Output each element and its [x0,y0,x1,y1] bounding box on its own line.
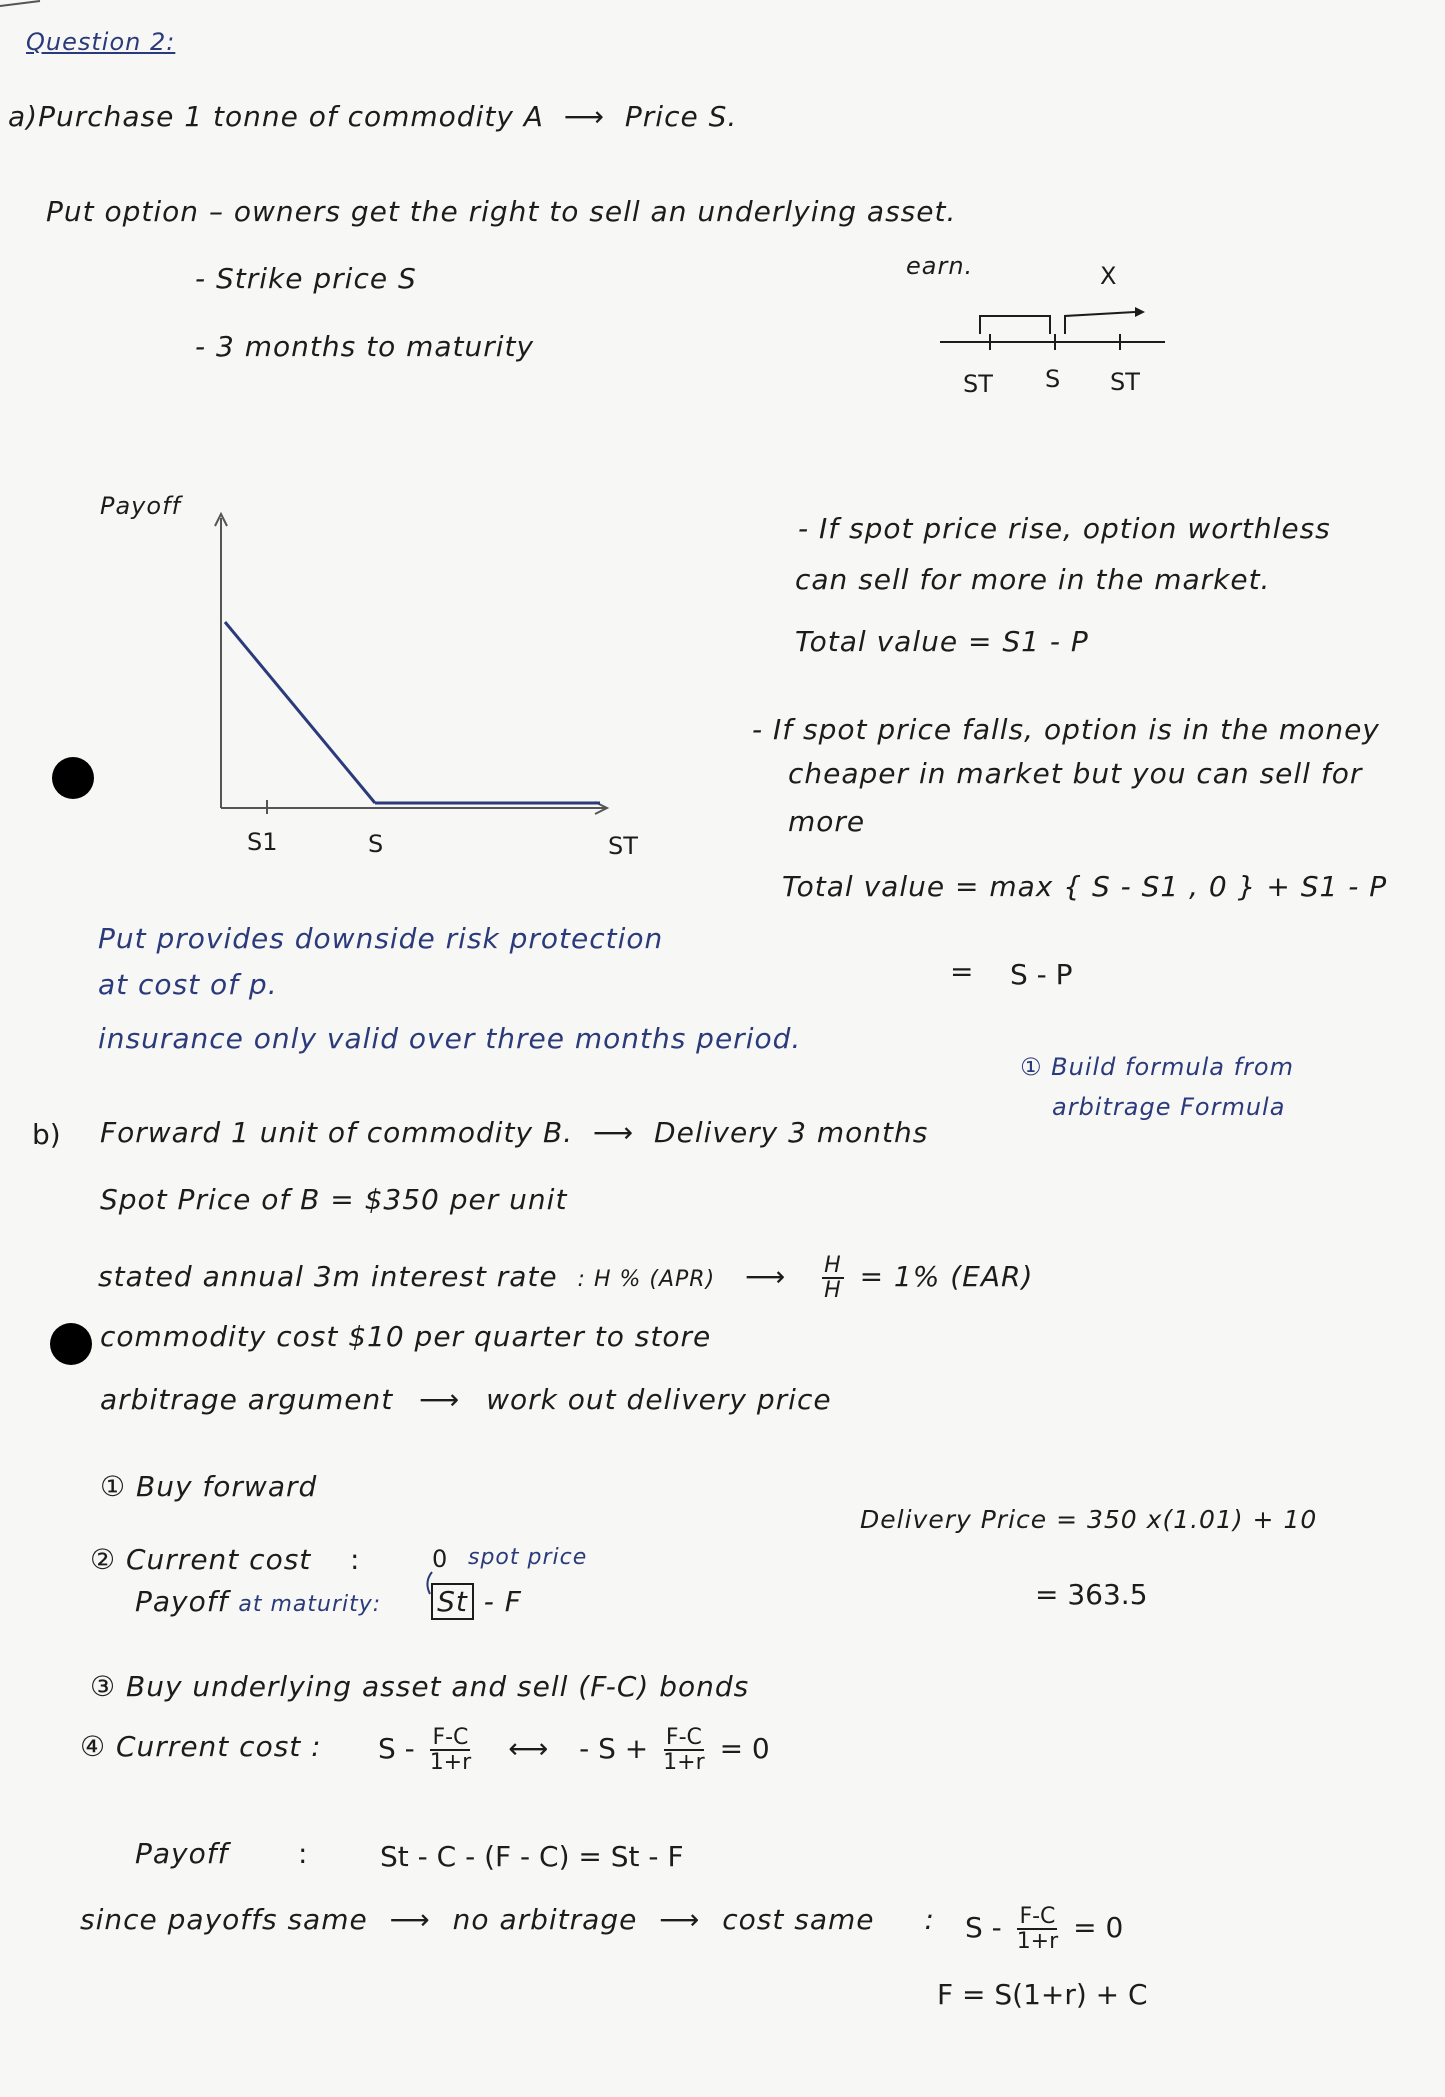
step-2-zero: 0 [432,1545,448,1573]
arrow-icon: ⟶ [389,1903,431,1936]
bullet-maturity: - 3 months to maturity [195,330,535,363]
binder-hole [52,757,94,799]
payoff-chart [195,500,615,820]
put-note-3: insurance only valid over three months period. [98,1022,802,1055]
payoff-minus-f: - F [483,1585,522,1618]
part-a-label: a) [8,100,39,133]
forward-line [100,1116,928,1149]
step-4-label: ④ Current cost : [80,1730,322,1763]
put-note-2: at cost of p. [98,968,278,1001]
fall-eq-sign: = [950,955,974,988]
rate-apr: : H % (APR) [577,1267,716,1293]
rate-label: stated annual 3m interest rate [98,1260,558,1294]
step-3: ③ Buy underlying asset and sell (F-C) bonds [90,1670,750,1703]
part-a-line [8,100,737,133]
fall-line-2: cheaper in market but you can sell for [788,757,1363,790]
rate-fraction: $\frac{H}{H}$ [824,1253,842,1304]
number-line-sketch [935,300,1175,360]
boxed-st: St [431,1583,474,1620]
arrow-icon: ⟶ [745,1260,787,1294]
nl-st-left: ST [963,370,993,398]
payoff-maturity [135,1585,522,1618]
arrow-icon: ⟶ [419,1383,461,1416]
spot-price-line: Spot Price of B = $350 per unit [100,1183,568,1216]
forward-text: Forward 1 unit of commodity B. [100,1116,574,1149]
delivery-price-eq: Delivery Price = 350 x(1.01) + 10 [860,1505,1318,1534]
double-arrow-icon: ⟷ [508,1732,549,1766]
put-definition: Put option – owners get the right to sell an underlying asset. [46,195,957,228]
nl-s: S [1045,365,1061,393]
fall-line-3: more [788,805,866,838]
arbitrage-line [100,1383,832,1416]
payoff-maturity-label: Payoff [135,1585,229,1618]
delivery-text: Delivery 3 months [654,1116,929,1149]
rise-total: Total value = S1 - P [795,625,1089,658]
arbitrage-label: arbitrage argument [100,1383,394,1416]
binder-hole [50,1323,92,1365]
price-text: Price S. [624,100,738,133]
step-1: ① Buy forward [100,1470,318,1503]
no-arbitrage-text: no arbitrage [452,1903,638,1936]
delivery-price-val: = 363.5 [1035,1578,1148,1611]
x-mark: X [1100,262,1117,290]
bullet-strike: - Strike price S [195,262,417,295]
fall-line-1: - If spot price falls, option is in the money [752,713,1380,746]
earn-label: earn. [906,252,974,280]
at-maturity: at maturity: [238,1592,382,1617]
since-line [80,1903,935,1936]
step-4-rhs-post: = 0 [719,1732,770,1766]
arrow-icon: ⟶ [563,100,605,133]
payoff-expression: St - C - (F - C) = St - F [380,1840,684,1873]
rate-line [98,1254,1033,1302]
step-4-equation [378,1726,770,1774]
step-2-label: ② Current cost [90,1543,312,1576]
step-4-rhs-pre: - S + [579,1732,649,1766]
nl-st-right: ST [1110,368,1140,396]
payoff-label: Payoff [135,1837,229,1870]
payoff-colon: : [298,1837,308,1870]
final-lhs: S - [965,1911,1002,1945]
final-equation [965,1905,1123,1953]
tick-s1: S1 [247,828,278,856]
rate-ear: = 1% (EAR) [859,1260,1034,1294]
part-b-label: b) [32,1118,61,1151]
fall-eq-value: S - P [1010,958,1073,991]
put-note-1: Put provides downside risk protection [98,922,664,955]
formula-note-1: ① Build formula from [1020,1053,1294,1081]
tick-s: S [368,830,384,858]
step-4-fraction: $\frac{F-C}{1+r}$ [429,1725,472,1776]
fall-total: Total value = max { S - S1 , 0 } + S1 - P [782,870,1388,903]
question-heading: Question 2: [26,28,176,56]
final-fraction: $\frac{F-C}{1+r}$ [1016,1904,1059,1955]
rise-line-1: - If spot price rise, option worthless [798,512,1331,545]
arbitrage-text: work out delivery price [486,1383,832,1416]
formula-note-2: arbitrage Formula [1052,1093,1286,1121]
arrow-icon: ⟶ [592,1116,635,1149]
cost-same-text: cost same [722,1903,875,1936]
since-text: since payoffs same [80,1903,368,1936]
step-4-lhs: S - [378,1732,415,1766]
payoff-axis-label: Payoff [100,492,181,520]
axis-st: ST [608,832,638,860]
payoff-line-down [225,622,375,803]
step-2-colon: : [350,1543,360,1576]
page-edge-line [0,0,1445,10]
since-colon: : [924,1903,935,1936]
storage-line: commodity cost $10 per quarter to store [100,1320,712,1353]
spot-price-note: spot price [468,1545,588,1570]
rise-line-2: can sell for more in the market. [795,563,1271,596]
step-4-fraction-rhs: $\frac{F-C}{1+r}$ [663,1725,705,1776]
arrow-icon: ⟶ [659,1903,701,1936]
final-f-equation: F = S(1+r) + C [937,1978,1148,2011]
purchase-text: Purchase 1 tonne of commodity A [38,100,544,133]
final-eq: = 0 [1073,1911,1124,1945]
